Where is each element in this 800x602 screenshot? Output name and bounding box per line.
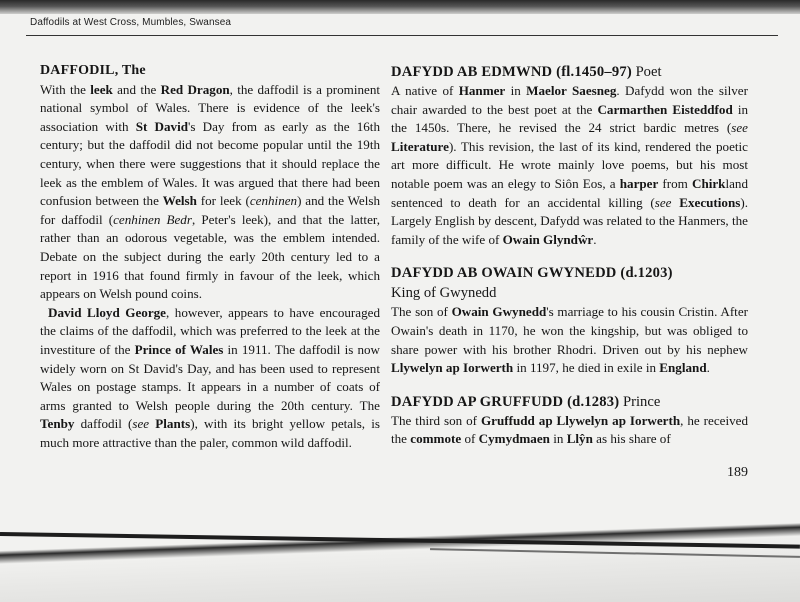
cross-reference: St David [135, 118, 189, 134]
entry-heading-dafydd-ab-edmwnd [391, 62, 748, 82]
entry-name: DAFYDD AB OWAIN GWYNEDD (d.1203) [391, 265, 673, 282]
photo-caption: Daffodils at West Cross, Mumbles, Swansea [30, 17, 232, 28]
page-number: 189 [727, 465, 748, 480]
page-top-shadow [0, 0, 800, 14]
cross-reference: Hanmer [458, 83, 506, 98]
cross-reference: Plants [155, 416, 191, 432]
italic-term: see [132, 416, 150, 432]
italic-term: see [731, 120, 748, 136]
left-column [40, 62, 380, 452]
page-bottom-shadow [0, 520, 800, 602]
cross-reference: Tenby [40, 416, 75, 432]
cross-reference: Executions [679, 194, 741, 210]
entry-body-dafydd-ap-gruffudd: The third son of Gruffudd ap Llywelyn ap Iorwerth, he received the commote of Cymydmaen in Llŷn as his share of [391, 412, 748, 447]
italic-term: see [654, 194, 672, 210]
entry-role: Poet [635, 64, 662, 80]
cross-reference: Llŷn [566, 431, 593, 447]
entry-heading-dafydd-ab-owain-gwynedd [391, 263, 748, 303]
right-column [391, 62, 748, 449]
cross-reference: Owain Glyndŵr [502, 231, 594, 247]
cross-reference: Carmarthen Eisteddfod [597, 101, 733, 117]
entry-name: DAFYDD AB EDMWND (fl.1450–97) [391, 64, 632, 80]
cross-reference: Prince of Wales [134, 341, 224, 357]
caption-rule [26, 35, 778, 36]
daffodil-paragraph-2: David Lloyd George, however, appears to have encouraged the claims of the daffodil, which was preferred to the leek at the investiture of the Prince of Wales in 1911. The daffodil is now widely worn on St David's Day, and has been used to represent Wales on postage stamps. It appears in a number of coats of arms granted to Welsh people during the 20th century. The Tenby daffodil (see Plants), with its bright yellow petals, is much more attractive than the paler, common wild daffodil. [40, 304, 381, 450]
cross-reference: Cymydmaen [478, 431, 550, 447]
entry-body-dafydd-ab-owain-gwynedd: The son of Owain Gwynedd's marriage to his cousin Cristin. After Owain's death in 1170, he won the kingship, but was obliged to share power with his brother Rhodri. Driven out by his nephew Llywelyn ap Iorwerth in 1197, he died in exile in England. [391, 304, 748, 376]
cross-reference: Llywelyn ap Iorwerth [391, 360, 514, 376]
cross-reference: Red Dragon [160, 81, 230, 97]
cross-reference: Chirk [691, 175, 726, 191]
cross-reference: Gruffudd ap Llywelyn ap Iorwerth [480, 412, 681, 428]
cross-reference: David Lloyd George [48, 304, 166, 320]
cross-reference: Literature [391, 138, 449, 154]
daffodil-paragraph-1: With the leek and the Red Dragon, the daffodil is a prominent national symbol of Wales. There is evidence of the leek's association with St David's Day from as early as the 16th century; but the daffodil did not become popular until the 19th century, when there were suggestions that it should replace the leek as the emblem of Wales. It was argued that there had been confusion between the Welsh for leek (cenhinen) and the Welsh for daffodil (cenhinen Bedr, Peter's leek), and that the latter, rather than an odorous vegetable, was the emblem intended. Debate on the subject during the early 20th century led to a report in 1916 that found firmly in favour of the leek, which appears on Welsh pound coins. [40, 81, 381, 302]
cross-reference: Welsh [162, 193, 197, 209]
entry-body-dafydd-ab-edmwnd: A native of Hanmer in Maelor Saesneg. Dafydd won the silver chair awarded to the best poet at the Carmarthen Eisteddfod in the 1450s. There, he revised the 24 strict bardic metres (see Literature). This revision, the last of its kind, rendered the poetic art more difficult. He wrote mainly love poems, but his most notable poem was an elegy to Siôn Eos, a harper from Chirkland sentenced to death for an accidental killing (see Executions). Largely English by descent, Dafydd was related to the Hanmers, the family of the wife of Owain Glyndŵr. [391, 83, 749, 247]
cross-reference: harper [619, 175, 659, 191]
entry-name: DAFYDD AP GRUFFUDD (d.1283) [391, 393, 620, 410]
entry-heading-dafydd-ap-gruffudd [391, 392, 748, 412]
entry-role: King of Gwynedd [391, 285, 497, 302]
cross-reference: commote [410, 431, 462, 447]
entry-role: Prince [623, 393, 661, 410]
cross-reference: Owain Gwynedd [451, 304, 547, 320]
cross-reference: Maelor Saesneg [526, 83, 617, 98]
italic-term: cenhinen [249, 193, 298, 209]
cross-reference: leek [90, 81, 113, 97]
cross-reference: England [659, 360, 707, 376]
italic-term: cenhinen Bedr [113, 211, 192, 227]
entry-heading-daffodil: DAFFODIL, The [40, 63, 146, 78]
